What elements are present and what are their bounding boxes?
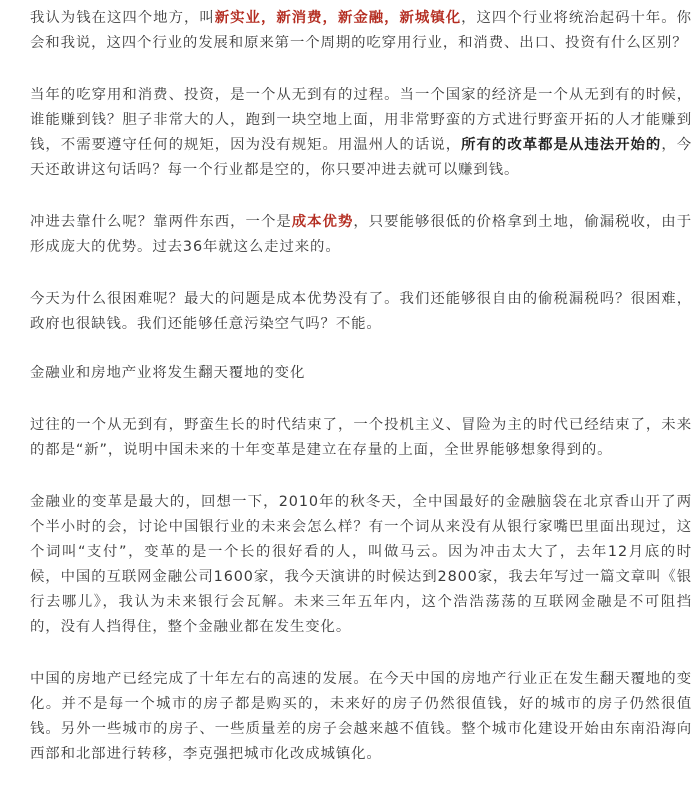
section-heading: 金融业和房地产业将发生翻天覆地的变化 <box>30 365 306 381</box>
paragraph-4: 今天为什么很困难呢？最大的问题是成本优势没有了。我们还能够很自由的偷税漏税吗？很困难，政府也很缺钱。我们还能够任意污染空气吗？不能。 <box>30 291 692 332</box>
paragraph-2 <box>30 83 692 183</box>
highlight-four-industries: 新实业，新消费，新金融，新城镇化 <box>214 10 462 26</box>
paragraph-6: 金融业的变革是最大的，回想一下，2010年的秋冬天，全中国最好的金融脑袋在北京香山开了两个半小时的会，讨论中国银行业的未来会怎么样？有一个词从来没有从银行家嘴巴里面出现过，这个词叫“支付”，变革的是一个长的很好看的人，叫做马云。因为冲击太大了，去年12月底的时候，中国的互联网金融公司1600家，我今天演讲的时候达到2800家，我去年写过一篇文章叫《银行去哪儿》，我认为未来银行会瓦解。未来三年五年内，这个浩浩荡荡的互联网金融是不可阻挡的，没有人挡得住，整个金融业都在发生变化。 <box>30 494 692 635</box>
highlight-cost-advantage: 成本优势 <box>291 214 354 230</box>
paragraph-5: 过往的一个从无到有，野蛮生长的时代结束了，一个投机主义、冒险为主的时代已经结束了，未来的都是“新”，说明中国未来的十年变革是建立在存量的上面，全世界能够想象得到的。 <box>30 417 692 458</box>
paragraph-7: 中国的房地产已经完成了十年左右的高速的发展。在今天中国的房地产行业正在发生翻天覆地的变化。并不是每一个城市的房子都是购买的，未来好的房子仍然很值钱，好的城市的房子仍然很值钱。另外一些城市的房子、一些质量差的房子会越来越不值钱。整个城市化建设开始由东南沿海向西部和北部进行转移，李克强把城市化改成城镇化。 <box>30 671 692 762</box>
paragraph-3-text-a: 冲进去靠什么呢？靠两件东西，一个是 <box>30 214 292 230</box>
paragraph-2-text-b: ，今天还敢讲这句话吗？每一个行业都是空的，你只要冲进去就可以赚到钱。 <box>30 137 693 178</box>
paragraph-1-text-a: 我认为钱在这四个地方，叫 <box>30 10 215 26</box>
paragraph-1-text-b: ，这四个行业将统治起码十年。你会和我说，这四个行业的发展和原来第一个周期的吃穿用行业，和消费、出口、投资有什么区别？ <box>30 10 692 51</box>
paragraph-3-text-b: ，只要能够很低的价格拿到土地，偷漏税收，由于形成庞大的优势。过去36年就这么走过来的。 <box>30 214 692 255</box>
paragraph-3 <box>30 210 692 260</box>
bold-reform-quote: 所有的改革都是从违法开始的 <box>461 137 662 153</box>
paragraph-1 <box>30 6 692 56</box>
paragraph-2-text-a: 当年的吃穿用和消费、投资，是一个从无到有的过程。当一个国家的经济是一个从无到有的时候，谁能赚到钱？胆子非常大的人，跑到一块空地上面，用非常野蛮的方式进行野蛮开拓的人才能赚到钱，不需要遵守任何的规矩，因为没有规矩。用温州人的话说， <box>30 87 692 153</box>
